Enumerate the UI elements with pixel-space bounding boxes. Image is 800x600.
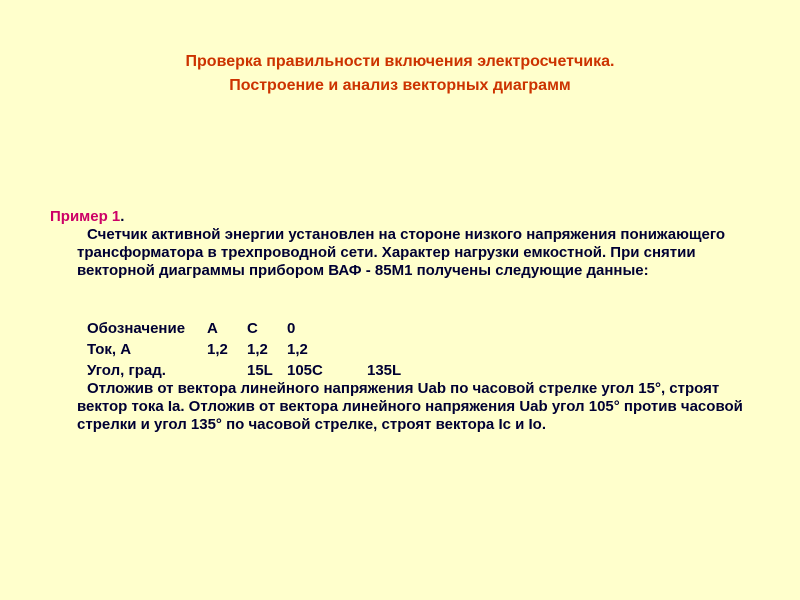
cell-0: 0 — [287, 320, 296, 337]
cell-a: 1,2 — [207, 341, 228, 358]
cell-c: 1,2 — [247, 341, 268, 358]
example-label-text: Пример 1 — [50, 208, 121, 225]
example-heading — [50, 208, 124, 225]
row-label: Ток, А — [87, 341, 132, 358]
cell-c: 105С — [287, 362, 323, 379]
title-line-2: Построение и анализ векторных диаграмм — [229, 77, 571, 94]
cell-a: А — [207, 320, 218, 337]
row-label: Угол, град. — [87, 362, 166, 379]
paragraph-2: Отложив от вектора линейного напряжения Uab по часовой стрелке угол 15°, строят вектор тока Ia. Отложив от вектора линейного напряжения Uab угол 105° против часовой стрелки и угол 135° по часовой стрелке, строят вектора Ic и Io. — [77, 380, 743, 433]
example-label-dot: . — [120, 208, 125, 225]
example-description — [77, 226, 747, 280]
cell-0: 135L — [367, 362, 402, 379]
paragraph-1: Счетчик активной энергии установлен на стороне низкого напряжения понижающего трансформатора в трехпроводной сети. Характер нагрузки емкостной. При снятии векторной диаграммы прибором ВАФ - 85М1 получены следующие данные: — [77, 226, 726, 279]
cell-0: 1,2 — [287, 341, 308, 358]
cell-c: С — [247, 320, 258, 337]
slide-title — [0, 50, 800, 98]
title-line-1: Проверка правильности включения электросчетчика. — [185, 53, 615, 70]
cell-a: 15L — [247, 362, 273, 379]
row-label: Обозначение — [87, 320, 186, 337]
